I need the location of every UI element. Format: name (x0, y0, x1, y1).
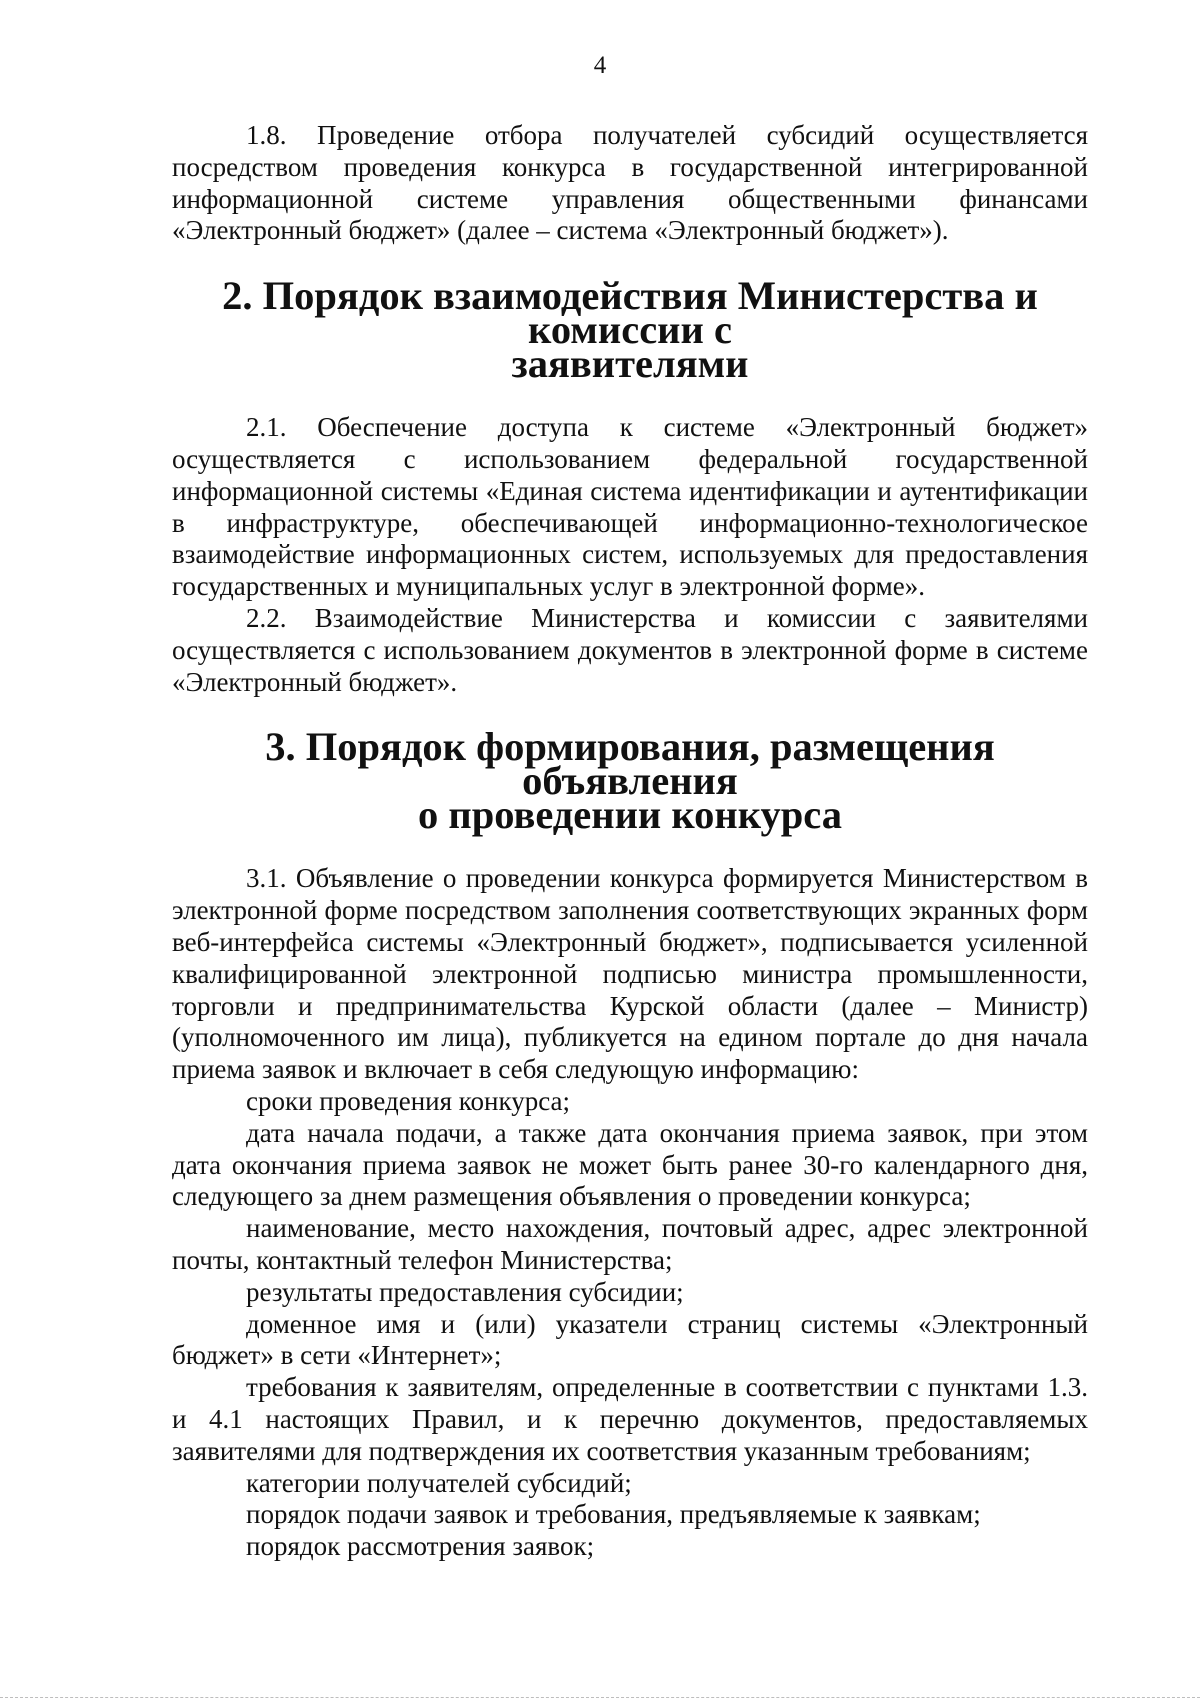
paragraph-2-1: 2.1. Обеспечение доступа к системе «Электронный бюджет» осуществляется с использованием федеральной государственной информационной системы «Единая система идентификации и аутентификации в инфраструктуре, обеспечивающей информационно-технологическое взаимодействие информационных систем, используемых для предоставления государственных и муниципальных услуг в электронной форме». (172, 412, 1088, 602)
list-item: доменное имя и (или) указатели страниц системы «Электронный бюджет» в сети «Интернет»; (172, 1308, 1088, 1371)
paragraph-2-2: 2.2. Взаимодействие Министерства и комиссии с заявителями осуществляется с использованием документов в электронной форме в системе «Электронный бюджет». (172, 602, 1088, 697)
section-3-heading-line-1: 3. Порядок формирования, размещения объявления (265, 724, 995, 804)
document-body (172, 120, 1088, 1563)
list-item: наименование, место нахождения, почтовый адрес, адрес электронной почты, контактный телефон Министерства; (172, 1213, 1088, 1275)
paragraph-3-1: 3.1. Объявление о проведении конкурса формируется Министерством в электронной форме посредством заполнения соответствующих экранных форм веб-интерфейса системы «Электронный бюджет», подписывается усиленной квалифицированной электронной подписью министра промышленности, торговли и предпринимательства Курской области (далее – Министр) (уполномоченного им лица), публикуется на едином портале до дня начала приема заявок и включает в себя следующую информацию: (172, 863, 1088, 1085)
page-number: 4 (593, 52, 607, 79)
section-3-heading (172, 724, 1088, 838)
section-2-heading-line-1: 2. Порядок взаимодействия Министерства и комиссии с (222, 273, 1038, 353)
list-item: результаты предоставления субсидии; (246, 1276, 684, 1307)
paragraph-1-8: 1.8. Проведение отбора получателей субсидий осуществляется посредством проведения конкурса в государственной интегрированной информационной системе управления общественными финансами «Электронный бюджет» (далее – система «Электронный бюджет»). (172, 120, 1088, 246)
list-item: требования к заявителям, определенные в соответствии с пунктами 1.3. и 4.1 настоящих Правил, и к перечню документов, предоставляемых заявителями для подтверждения их соответствия указанным требованиям; (172, 1372, 1088, 1466)
list-item: порядок подачи заявок и требования, предъявляемые к заявкам; (246, 1499, 981, 1530)
section-2-heading-line-2: заявителями (511, 341, 749, 387)
list-item: дата начала подачи, а также дата окончания приема заявок, при этом дата окончания приема заявок не может быть ранее 30-го календарного дня, следующего за днем размещения объявления о проведении конкурса; (172, 1117, 1088, 1212)
list-item: сроки проведения конкурса; (246, 1085, 570, 1116)
section-3-heading-line-2: о проведении конкурса (417, 792, 843, 838)
list-item: порядок рассмотрения заявок; (246, 1531, 595, 1562)
scan-edge-divider (0, 1697, 1200, 1698)
section-2-heading (172, 273, 1088, 387)
list-item: категории получателей субсидий; (246, 1467, 632, 1498)
